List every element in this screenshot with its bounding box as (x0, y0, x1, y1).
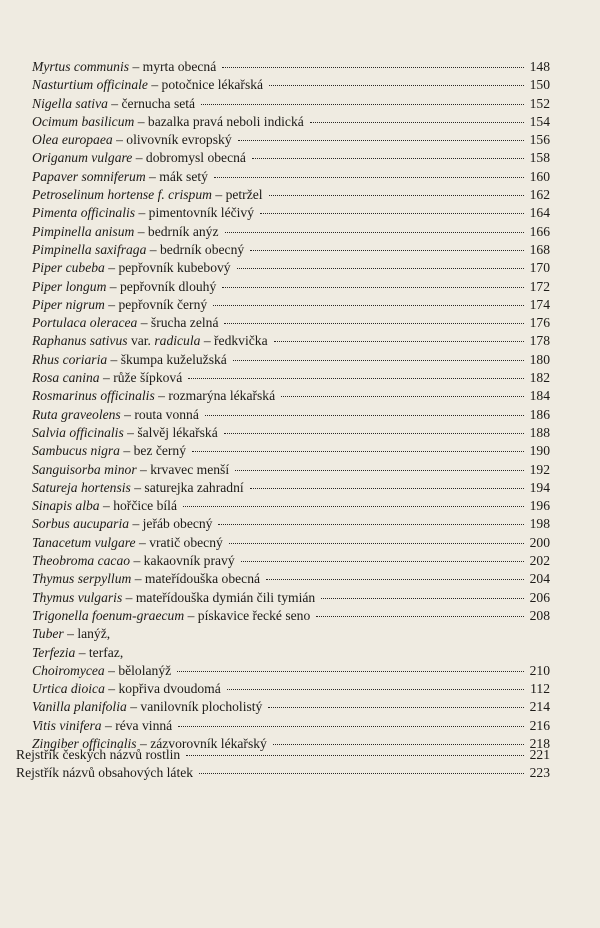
latin-name: Tuber (32, 626, 64, 642)
page-number: 221 (529, 747, 550, 762)
czech-name: pimentovník léčivý (148, 205, 255, 221)
separator: – (184, 607, 198, 623)
separator: – (126, 699, 141, 715)
dot-leader (218, 524, 523, 525)
separator: – (63, 626, 78, 642)
variety-name: radicula (154, 333, 201, 349)
dot-leader (235, 470, 524, 471)
page-number: 178 (529, 333, 550, 349)
latin-name: Tanacetum vulgare (32, 534, 136, 550)
index-list (16, 746, 550, 783)
latin-name: Sorbus aucuparia (32, 516, 130, 532)
entry-text (32, 113, 304, 131)
latin-name: Portulaca oleracea (32, 315, 138, 331)
entry-text (32, 186, 263, 204)
dot-leader (188, 378, 523, 379)
entry-text (32, 662, 171, 680)
toc-entry (32, 479, 550, 497)
page-number: 214 (529, 699, 550, 715)
latin-name: Origanum vulgare (32, 150, 133, 166)
dot-leader (268, 707, 523, 708)
page-number: 162 (529, 187, 550, 203)
czech-name: šrucha zelná (150, 315, 219, 331)
entry-text (32, 351, 227, 369)
separator: – (104, 260, 119, 276)
czech-name: saturejka zahradní (144, 479, 244, 495)
separator: – (134, 113, 148, 129)
toc-entry (32, 95, 550, 113)
dot-leader (178, 726, 523, 727)
dot-leader (260, 213, 524, 214)
page-number: 200 (529, 534, 550, 550)
czech-name: bedrník obecný (160, 241, 245, 257)
czech-name: vanilovník plocholistý (140, 699, 263, 715)
separator: – (122, 589, 136, 605)
separator: – (132, 150, 146, 166)
entry-text (32, 278, 216, 296)
entry-text (32, 497, 177, 515)
dot-leader (192, 451, 524, 452)
dot-leader (321, 598, 523, 599)
toc-entry (32, 223, 550, 241)
entry-text (32, 241, 244, 259)
toc-entry (32, 644, 550, 662)
toc-entry (32, 76, 550, 94)
dot-leader (266, 579, 524, 580)
toc-entry (32, 442, 550, 460)
entry-text (32, 552, 235, 570)
latin-name: Choiromycea (32, 662, 105, 678)
czech-name: krvavec menší (150, 461, 230, 477)
dot-leader (250, 250, 523, 251)
dot-leader (183, 506, 524, 507)
separator: – (136, 735, 151, 751)
entry-text (32, 369, 182, 387)
entry-text (32, 223, 219, 241)
toc-entry (32, 461, 550, 479)
page-number: 184 (529, 388, 550, 404)
page-number: 188 (529, 424, 550, 440)
dot-leader (224, 323, 523, 324)
toc-entry (32, 589, 550, 607)
toc-entry (32, 204, 550, 222)
czech-name: zázvorovník lékařský (150, 735, 267, 751)
entry-text (32, 296, 207, 314)
dot-leader (213, 305, 523, 306)
czech-name: potočnice lékařská (161, 77, 264, 93)
toc-entry (32, 406, 550, 424)
dot-leader (186, 755, 523, 756)
page-number: 186 (529, 406, 550, 422)
toc-entry (32, 259, 550, 277)
latin-name: Piper cubeba (32, 260, 105, 276)
page-number: 218 (529, 735, 550, 751)
dot-leader (214, 177, 524, 178)
toc-entry (32, 241, 550, 259)
czech-name: bez černý (133, 443, 187, 459)
latin-name: Pimpinella saxifraga (32, 241, 147, 257)
dot-leader (281, 396, 523, 397)
entry-text (32, 607, 310, 625)
dot-leader (273, 744, 524, 745)
toc-entry (32, 332, 550, 350)
dot-leader (227, 689, 524, 690)
dot-leader (222, 67, 523, 68)
index-entry (16, 746, 550, 764)
entry-text (32, 515, 212, 533)
page-number: 190 (529, 443, 550, 459)
czech-name: šalvěj lékařská (137, 424, 218, 440)
entry-text (32, 570, 260, 588)
latin-name: Vitis vinifera (32, 717, 102, 733)
separator: – (200, 333, 215, 349)
separator: – (211, 187, 226, 203)
toc-entry (32, 570, 550, 588)
page-number: 170 (529, 260, 550, 276)
czech-name: mateřídouška dymián čili tymián (135, 589, 316, 605)
latin-name: Papaver somniferum (32, 168, 146, 184)
entry-text (32, 644, 123, 662)
page-number: 152 (529, 95, 550, 111)
page-number: 210 (529, 662, 550, 678)
separator: – (104, 662, 119, 678)
toc-entry (32, 607, 550, 625)
separator: – (112, 132, 127, 148)
toc-entry (32, 351, 550, 369)
dot-leader (250, 488, 524, 489)
separator: – (135, 534, 150, 550)
page-number: 160 (529, 168, 550, 184)
entry-text (32, 680, 221, 698)
page-number: 174 (529, 296, 550, 312)
entry-text (32, 259, 231, 277)
separator: – (106, 278, 120, 294)
entry-text (32, 58, 216, 76)
entry-text (32, 149, 246, 167)
entry-text (32, 131, 232, 149)
toc-entry (32, 168, 550, 186)
czech-name: hořčice bílá (113, 498, 177, 514)
dot-leader (269, 195, 524, 196)
entry-text (32, 479, 244, 497)
dot-leader (177, 671, 523, 672)
entry-text (32, 76, 263, 94)
separator: – (107, 351, 121, 367)
latin-name: Pimpinella anisum (32, 223, 135, 239)
latin-name: Piper longum (32, 278, 107, 294)
toc-entry (32, 552, 550, 570)
latin-name: Nigella sativa (32, 95, 108, 111)
toc-entry (32, 625, 550, 643)
separator: – (136, 461, 151, 477)
index-label: Rejstřík českých názvů rostlin (16, 747, 181, 762)
dot-leader (225, 232, 524, 233)
toc-entry (32, 296, 550, 314)
czech-name: bedrník anýz (147, 223, 219, 239)
separator: – (146, 241, 160, 257)
toc-entry (32, 698, 550, 716)
toc-entry (32, 424, 550, 442)
czech-name: jeřáb obecný (142, 516, 213, 532)
czech-name: růže šípková (113, 370, 183, 386)
separator: – (131, 571, 145, 587)
entry-text (32, 95, 195, 113)
page-number: 156 (529, 132, 550, 148)
separator: – (101, 717, 116, 733)
toc-entry (32, 113, 550, 131)
entry-text (32, 424, 218, 442)
czech-name: černucha setá (121, 95, 196, 111)
separator: – (123, 424, 138, 440)
czech-name: terfaz, (88, 644, 124, 660)
entry-text (32, 589, 315, 607)
separator: – (147, 77, 162, 93)
dot-leader (310, 122, 524, 123)
entry-text (32, 698, 262, 716)
latin-name: Terfezia (32, 644, 76, 660)
entry-text (32, 204, 254, 222)
latin-name: Rhus coriaria (32, 351, 108, 367)
latin-name: Vanilla planifolia (32, 699, 127, 715)
latin-name: Raphanus sativus (32, 333, 128, 349)
page-number: 204 (529, 571, 550, 587)
latin-name: Zingiber officinalis (32, 735, 137, 751)
dot-leader (224, 433, 524, 434)
separator: – (104, 296, 119, 312)
dot-leader (229, 543, 524, 544)
czech-name: pískavice řecké seno (197, 607, 311, 623)
page-number: 208 (529, 607, 550, 623)
page-number: 192 (529, 461, 550, 477)
toc-entry (32, 278, 550, 296)
table-of-contents (32, 58, 550, 753)
latin-name: Myrtus communis (32, 59, 130, 74)
latin-name: Sambucus nigra (32, 443, 120, 459)
latin-name: Satureja hortensis (32, 479, 131, 495)
separator: – (99, 370, 114, 386)
czech-name: mák setý (159, 168, 208, 184)
toc-entry (32, 369, 550, 387)
separator: – (129, 59, 143, 74)
page-number: 168 (529, 241, 550, 257)
page-number: 150 (529, 77, 550, 93)
toc-entry (32, 149, 550, 167)
latin-name: Pimenta officinalis (32, 205, 136, 221)
page-number: 206 (529, 589, 550, 605)
index-label: Rejstřík názvů obsahových látek (16, 765, 194, 781)
latin-name: Petroselinum hortense f. crispum (32, 187, 212, 203)
latin-name: Thymus serpyllum (32, 571, 132, 587)
czech-name: bazalka pravá neboli indická (147, 113, 304, 129)
dot-leader (316, 616, 523, 617)
page-number: 182 (529, 370, 550, 386)
entry-text (32, 717, 172, 735)
index-entry (16, 764, 550, 782)
page-number: 194 (529, 479, 550, 495)
latin-name: Sinapis alba (32, 498, 100, 514)
toc-entry (32, 534, 550, 552)
dot-leader (252, 158, 524, 159)
czech-name: kopřiva dvoudomá (118, 681, 221, 697)
dot-leader (205, 415, 524, 416)
czech-name: vratič obecný (149, 534, 223, 550)
latin-name: Rosmarinus officinalis (32, 388, 155, 404)
dot-leader (238, 140, 524, 141)
separator: – (145, 168, 160, 184)
toc-entry (32, 717, 550, 735)
latin-name: Theobroma cacao (32, 553, 131, 569)
separator: – (119, 443, 134, 459)
toc-entry (32, 387, 550, 405)
entry-text (32, 168, 208, 186)
dot-leader (233, 360, 524, 361)
toc-entry (32, 680, 550, 698)
dot-leader (201, 104, 524, 105)
entry-text (32, 387, 275, 405)
toc-entry (32, 662, 550, 680)
toc-entry (32, 497, 550, 515)
separator: – (130, 553, 144, 569)
page-number: 196 (529, 498, 550, 514)
page-number: 223 (529, 765, 550, 781)
toc-entry (32, 186, 550, 204)
latin-name: Ruta graveolens (32, 406, 121, 422)
czech-name: rozmarýna lékařská (168, 388, 276, 404)
separator: – (99, 498, 114, 514)
page-number: 166 (529, 223, 550, 239)
entry-text (32, 314, 218, 332)
czech-name: myrta obecná (142, 59, 217, 74)
entry-text (32, 406, 199, 424)
dot-leader (269, 85, 524, 86)
czech-name: pepřovník dlouhý (119, 278, 217, 294)
separator: – (134, 223, 148, 239)
entry-text (32, 534, 223, 552)
toc-entry (32, 515, 550, 533)
separator: – (130, 479, 145, 495)
latin-name: Rosa canina (32, 370, 100, 386)
separator: – (129, 516, 143, 532)
latin-name: Nasturtium officinale (32, 77, 148, 93)
czech-name: dobromysl obecná (145, 150, 246, 166)
entry-text (32, 625, 110, 643)
czech-name: ředkvička (214, 333, 268, 349)
latin-name: Salvia officinalis (32, 424, 124, 440)
latin-name: Piper nigrum (32, 296, 105, 312)
czech-name: petržel (225, 187, 263, 203)
czech-name: routa vonná (134, 406, 199, 422)
toc-entry (32, 58, 550, 76)
dot-leader (222, 287, 523, 288)
czech-name: pepřovník černý (118, 296, 208, 312)
separator: – (135, 205, 149, 221)
czech-name: mateřídouška obecná (144, 571, 261, 587)
czech-name: bělolanýž (118, 662, 172, 678)
dot-leader (237, 268, 524, 269)
toc-entry (32, 314, 550, 332)
page-number: 112 (530, 681, 550, 697)
separator: – (107, 95, 122, 111)
separator: – (137, 315, 151, 331)
page-number: 202 (529, 553, 550, 569)
dot-leader (199, 773, 524, 774)
page-number: 176 (529, 315, 550, 331)
czech-name: lanýž, (77, 626, 111, 642)
page-number: 172 (529, 278, 550, 294)
entry-text (32, 442, 186, 460)
variety-marker: var. (127, 333, 155, 349)
separator: – (104, 681, 119, 697)
latin-name: Trigonella foenum-graecum (32, 607, 185, 623)
separator: – (120, 406, 135, 422)
page-number: 158 (529, 150, 550, 166)
latin-name: Ocimum basilicum (32, 113, 135, 129)
separator: – (75, 644, 89, 660)
latin-name: Olea europaea (32, 132, 113, 148)
latin-name: Urtica dioica (32, 681, 105, 697)
separator: – (154, 388, 169, 404)
page-number: 180 (529, 351, 550, 367)
entry-text (32, 332, 268, 350)
dot-leader (241, 561, 524, 562)
entry-text (32, 461, 229, 479)
page-number: 148 (529, 59, 550, 74)
czech-name: olivovník evropský (126, 132, 232, 148)
page-number: 164 (529, 205, 550, 221)
page-number: 198 (529, 516, 550, 532)
czech-name: pepřovník kubebový (118, 260, 231, 276)
page-number: 154 (529, 113, 550, 129)
page-number: 216 (529, 717, 550, 733)
latin-name: Thymus vulgaris (32, 589, 123, 605)
czech-name: škumpa kuželužská (120, 351, 227, 367)
toc-entry (32, 131, 550, 149)
dot-leader (274, 341, 524, 342)
latin-name: Sanguisorba minor (32, 461, 137, 477)
czech-name: kakaovník pravý (143, 553, 235, 569)
czech-name: réva vinná (115, 717, 173, 733)
